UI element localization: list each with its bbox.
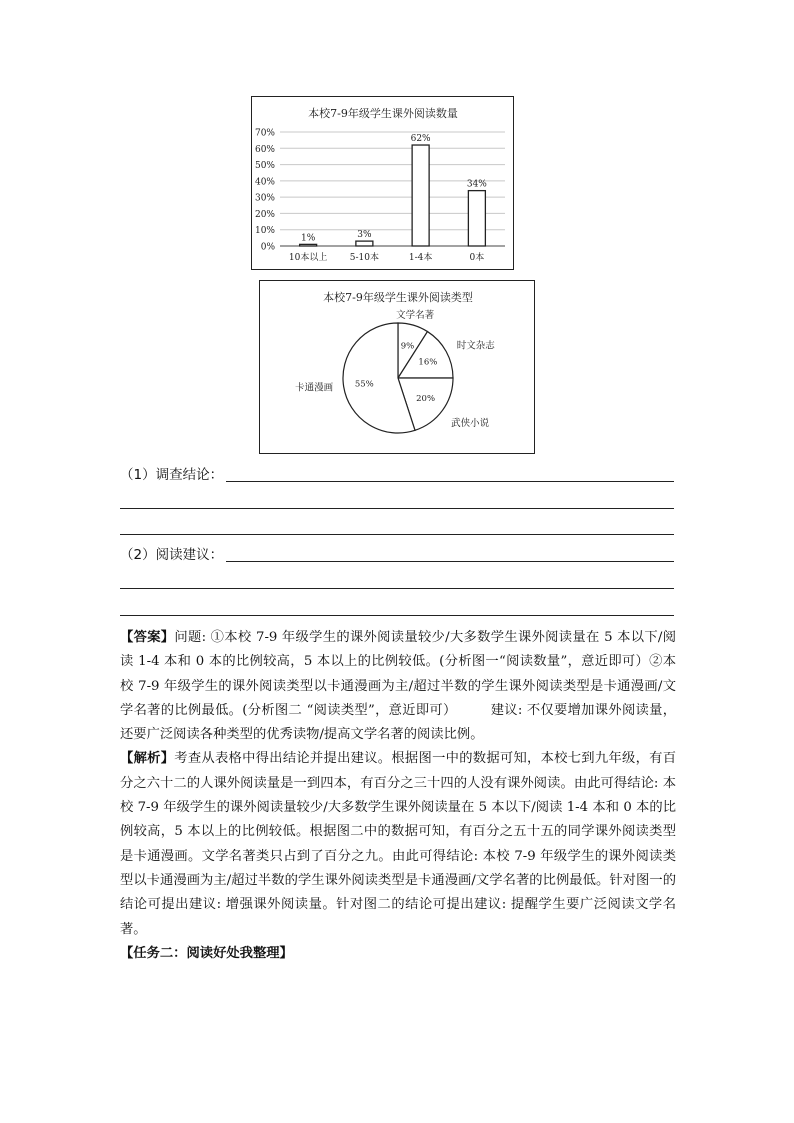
pie-slice-percent: 9% — [400, 341, 415, 352]
question-2-label: （2）阅读建议： — [120, 547, 224, 563]
bar-chart-frame — [251, 96, 514, 270]
x-category-label: 10本以上 — [288, 253, 328, 263]
analysis-paragraph — [120, 747, 676, 941]
bar-chart — [252, 97, 515, 271]
bar — [300, 244, 317, 246]
answer-line — [120, 508, 674, 509]
answer-line — [120, 534, 674, 535]
pie-slice-name: 卡通漫画 — [295, 382, 334, 394]
answer-text: 问题: ①本校 7-9 年级学生的课外阅读量较少/大多数学生课外阅读量在 5 本以下/阅读 1-4 本和 0 本的比例较高，5 本以上的比例较低。(分析图一“阅读数量”，意近即可）②本校 7-9 年级学生的课外阅读类型以卡通漫画为主/超过半数的学生课外阅读类型是卡通漫画/文学名著的比例最低。(分析图二 “阅读类型”，意近即可） 建议: 不仅要增加课外阅读量，还要广泛阅读各种类型的优秀读物/提高文学名著的阅读比例。 — [120, 630, 677, 743]
pie-slice-percent: 16% — [418, 357, 438, 368]
bar — [356, 241, 373, 246]
task-heading: 【任务二：阅读好处我整理】 — [120, 945, 293, 961]
y-tick-label: 20% — [254, 209, 275, 220]
bar — [468, 191, 485, 246]
bar-value-label: 34% — [466, 179, 487, 190]
pie-slice-name: 文学名著 — [396, 309, 435, 321]
pie-slice-percent: 20% — [416, 394, 436, 405]
analysis-text: 考查从表格中得出结论并提出建议。根据图一中的数据可知，本校七到九年级，有百分之六十二的人课外阅读量是一到四本，有百分之三十四的人没有课外阅读。由此可得结论: 本校 7-9 年级学生的课外阅读量较少/大多数学生课外阅读量在 5 本以下/阅读 1-4 本和 0 本的比例较高，5 本以上的比例较低。根据图二中的数据可知，有百分之五十五的同学课外阅读类型是卡通漫画。文学名著类只占到了百分之九。由此可得结论: 本校 7-9 年级学生的课外阅读类型以卡通漫画为主/超过半数的学生课外阅读类型是卡通漫画/文学名著的比例最低。针对图一的结论可提出建议: 增强课外阅读量。针对图二的结论可提出建议: 提醒学生要广泛阅读文学名著。 — [120, 751, 677, 937]
pie-slice-percent: 55% — [354, 379, 374, 390]
x-category-label: 0本 — [469, 253, 485, 263]
analysis-tag: 【解析】 — [120, 751, 175, 767]
answer-section — [120, 626, 676, 966]
answer-tag: 【答案】 — [120, 630, 175, 645]
x-category-label: 1-4本 — [408, 253, 433, 263]
bar — [412, 145, 429, 246]
answer-line — [120, 615, 674, 616]
bar-value-label: 62% — [410, 134, 431, 145]
answer-line — [226, 561, 674, 562]
bar-value-label: 1% — [300, 233, 316, 244]
y-tick-label: 60% — [254, 144, 275, 155]
x-category-label: 5-10本 — [349, 253, 379, 263]
question-1-label: （1）调查结论： — [120, 467, 224, 483]
y-tick-label: 10% — [254, 226, 275, 237]
pie-slice-name: 时文杂志 — [456, 340, 495, 352]
y-tick-label: 30% — [254, 193, 275, 204]
pie-chart-title: 本校7-9年级学生课外阅读类型 — [323, 291, 473, 304]
bar-value-label: 3% — [357, 230, 372, 241]
pie-chart-frame — [259, 280, 535, 454]
y-tick-label: 50% — [254, 161, 275, 172]
pie-slice-name: 武侠小说 — [451, 418, 490, 430]
answer-paragraph — [120, 626, 676, 747]
pie-chart — [260, 281, 536, 455]
y-tick-label: 0% — [260, 242, 275, 253]
y-tick-label: 70% — [254, 128, 275, 139]
answer-line — [120, 588, 674, 589]
bar-chart-title: 本校7-9年级学生课外阅读数量 — [308, 107, 458, 120]
y-tick-label: 40% — [254, 177, 275, 188]
answer-line — [226, 481, 674, 482]
